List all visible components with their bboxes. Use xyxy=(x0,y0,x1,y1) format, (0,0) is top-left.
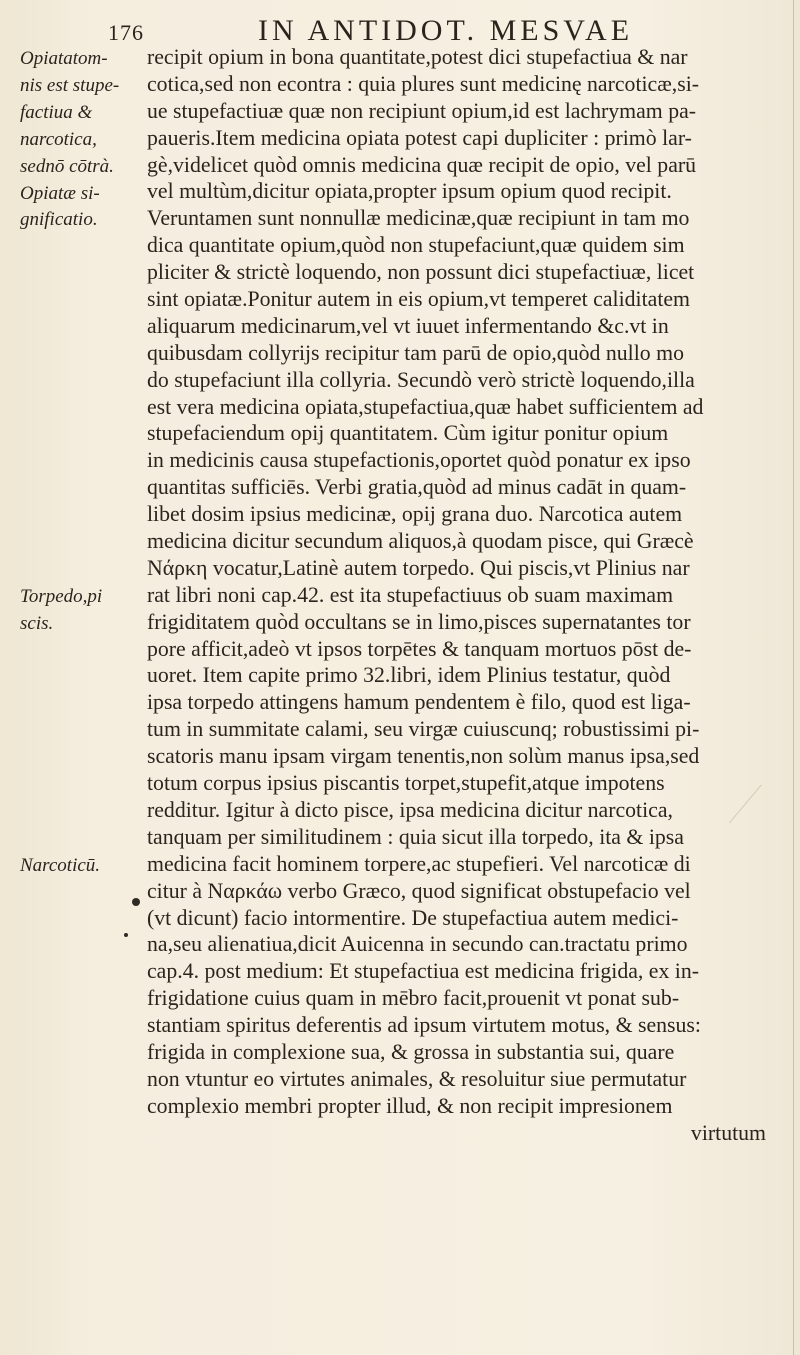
text-line: aliquarum medicinarum,vel vt iuuet infermentando &c.vt in xyxy=(147,313,669,338)
text-line: pore afficit,adeò vt ipsos torpētes & tanquam mortuos pōst de- xyxy=(147,636,692,661)
text-line: non vtuntur eo virtutes animales, & resoluitur siue permutatur xyxy=(147,1066,687,1091)
text-line: scatoris manu ipsam virgam tenentis,non solùm manus ipsa,sed xyxy=(147,744,700,769)
text-line: gè,videlicet quòd omnis medicina quæ recipit de opio, vel parū xyxy=(147,152,697,177)
text-line: citur à Ναρκάω verbo Græco, quod significat obstupefacio vel xyxy=(147,878,691,903)
catchword-block xyxy=(0,1120,790,1147)
text-line: vel multùm,dicitur opiata,propter ipsum opium quod recipit. xyxy=(147,179,672,204)
text-line: complexio membri propter illud, & non recipit impresionem xyxy=(147,1093,673,1118)
text-line: totum corpus ipsius piscantis torpet,stupefit,atque impotens xyxy=(147,771,665,796)
text-line: medicina dicitur secundum aliquos,à quodam pisce, qui Græcè xyxy=(147,529,694,554)
margin-note: sednō cōtrà. xyxy=(20,155,114,177)
text-line: cotica,sed non econtra : quia plures sunt medicinę narcoticæ,si- xyxy=(147,71,700,96)
text-line: cap.4. post medium: Et stupefactiua est medicina frigida, ex in- xyxy=(147,959,700,984)
text-line: stupefaciendum opij quantitatem. Cùm igitur ponitur opium xyxy=(147,421,669,446)
text-line: stantiam spiritus deferentis ad ipsum virtutem motus, & sensus: xyxy=(147,1013,701,1038)
running-head: IN ANTIDOT. MESVAE xyxy=(258,14,634,47)
text-line: quantitas sufficiēs. Verbi gratia,quòd ad minus cadāt in quam- xyxy=(147,475,687,500)
text-line: rat libri noni cap.42. est ita stupefactiuus ob suam maximam xyxy=(147,582,674,607)
text-line: Νάρκη vocatur,Latinè autem torpedo. Qui piscis,vt Plinius nar xyxy=(147,555,690,580)
text-line: (vt dicunt) facio intormentire. De stupefactiua autem medici- xyxy=(147,905,679,930)
margin-note: nis est stupe- xyxy=(20,74,120,96)
margin-note: Opiatæ si- xyxy=(20,182,100,204)
text-line: frigida in complexione sua, & grossa in substantia sui, quare xyxy=(147,1039,675,1064)
text-line: redditur. Igitur à dicto pisce, ipsa medicina dicitur narcotica, xyxy=(147,797,673,822)
ink-dot xyxy=(124,933,128,937)
catchword: virtutum xyxy=(690,1121,766,1145)
text-line: est vera medicina opiata,stupefactiua,quæ habet sufficientem ad xyxy=(147,394,704,419)
text-line: recipit opium in bona quantitate,potest dici stupefactiua & nar xyxy=(147,45,688,69)
margin-note: gnificatio. xyxy=(20,209,98,231)
text-line: uoret. Item capite primo 32.libri, idem Plinius testatur, quòd xyxy=(147,663,671,688)
margin-note: factiua & xyxy=(20,101,93,123)
ink-blot xyxy=(132,898,140,906)
text-line: ipsa torpedo attingens hamum pendentem è filo, quod est liga- xyxy=(147,690,691,715)
text-line: paueris.Item medicina opiata potest capi dupliciter : primò lar- xyxy=(147,125,692,150)
page-edge xyxy=(793,0,794,1355)
text-line: medicina facit hominem torpere,ac stupefieri. Vel narcoticæ di xyxy=(147,851,691,876)
text-line: Veruntamen sunt nonnullæ medicinæ,quæ recipiunt in tam mo xyxy=(147,206,690,231)
text-line: frigidatione cuius quam in mēbro facit,prouenit vt ponat sub- xyxy=(147,986,680,1011)
margin-note: narcotica, xyxy=(20,128,97,150)
text-line: tanquam per similitudinem : quia sicut illa torpedo, ita & ipsa xyxy=(147,824,684,849)
text-line: in medicinis causa stupefactionis,oportet quòd ponatur ex ipso xyxy=(147,448,691,473)
margin-note: Narcoticū. xyxy=(20,855,101,876)
text-line: do stupefaciunt illa collyria. Secundò verò strictè loquendo,illa xyxy=(147,367,695,392)
text-line: quibusdam collyrijs recipitur tam parū de opio,quòd nullo mo xyxy=(147,340,684,365)
text-line: pliciter & strictè loquendo, non possunt dici stupefactiuæ, licet xyxy=(147,260,695,285)
margin-note: Opiatatom- xyxy=(20,48,108,69)
margin-note: Torpedo,pi xyxy=(20,586,103,607)
text-line: frigiditatem quòd occultans se in limo,pisces supernatantes tor xyxy=(147,609,691,634)
folio-number: 176 xyxy=(108,20,144,45)
text-line: tum in summitate calami, seu virgæ cuiuscunq; robustissimi pi- xyxy=(147,717,700,742)
margin-note: scis. xyxy=(20,612,54,634)
text-line: libet dosim ipsius medicinæ, opij grana duo. Narcotica autem xyxy=(147,502,683,527)
text-line: sint opiatæ.Ponitur autem in eis opium,vt temperet caliditatem xyxy=(147,287,691,312)
text-line: na,seu alienatiua,dicit Auicenna in secundo can.tractatu primo xyxy=(147,932,688,957)
body-text xyxy=(147,44,785,1120)
text-line: dica quantitate opium,quòd non stupefaciunt,quæ quidem sim xyxy=(147,233,685,258)
text-line: ue stupefactiuæ quæ non recipiunt opium,id est lachrymam pa- xyxy=(147,98,697,123)
